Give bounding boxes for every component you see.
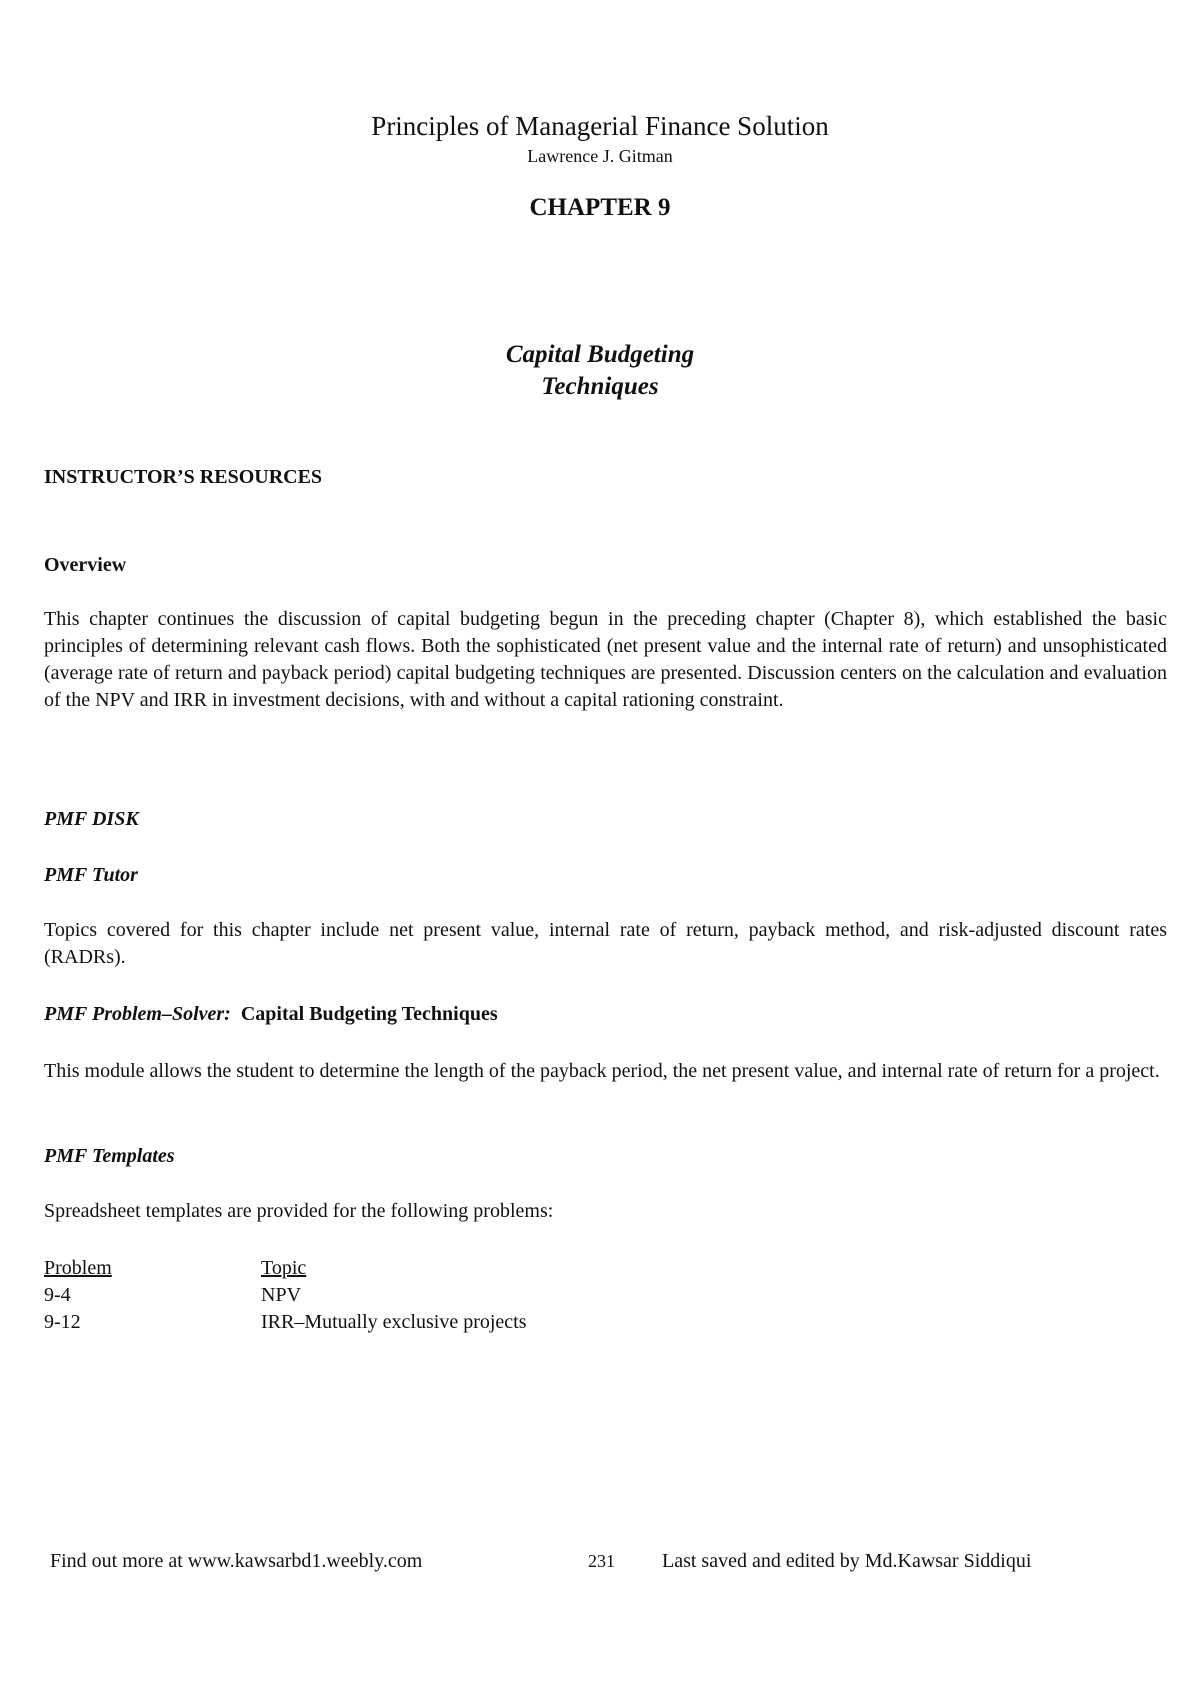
table-header-problem: Problem [44, 1257, 112, 1279]
footer-website-text: Find out more at www.kawsarbd1.weebly.com [50, 1550, 423, 1572]
problem-solver-heading [44, 1001, 1167, 1028]
overview-heading: Overview [44, 554, 127, 576]
footer-edited-by: Last saved and edited by Md.Kawsar Siddiqui [662, 1550, 1032, 1572]
chapter-heading: CHAPTER 9 [529, 194, 671, 221]
templates-paragraph: Spreadsheet templates are provided for the following problems: [44, 1200, 554, 1222]
instructors-resources-heading: INSTRUCTOR’S RESOURCES [44, 466, 323, 488]
pmf-tutor-heading: PMF Tutor [44, 864, 138, 886]
table-cell-problem: 9-4 [44, 1284, 71, 1306]
overview-paragraph: This chapter continues the discussion of capital budgeting begun in the preceding chapter (Chapter 8), which established the basic principles of determining relevant cash flows. Both the sophisticated (net present value and the internal rate of return) and unsophisticated (average rate of return and payback period) capital budgeting techniques are presented. Discussion centers on the calculation and evaluation of the NPV and IRR in investment decisions, with and without a capital rationing constraint. [44, 608, 1167, 711]
table-cell-problem: 9-12 [44, 1311, 81, 1333]
book-author: Lawrence J. Gitman [527, 146, 673, 166]
footer-page-number: 231 [588, 1551, 615, 1571]
chapter-title-line-2: Techniques [541, 373, 659, 400]
chapter-title-line-1: Capital Budgeting [505, 341, 695, 368]
tutor-paragraph: Topics covered for this chapter include net present value, internal rate of return, payback method, and risk-adjusted discount rates (RADRs). [44, 919, 1167, 968]
pmf-templates-heading: PMF Templates [44, 1145, 175, 1167]
table-cell-topic: NPV [261, 1284, 302, 1306]
problem-solver-label: PMF Problem–Solver: [44, 1003, 231, 1025]
table-header-topic: Topic [261, 1257, 307, 1279]
table-cell-topic: IRR–Mutually exclusive projects [261, 1311, 527, 1333]
pmf-disk-heading: PMF DISK [44, 808, 139, 830]
problem-solver-title: Capital Budgeting Techniques [240, 1003, 498, 1025]
problem-solver-paragraph: This module allows the student to determine the length of the payback period, the net present value, and internal rate of return for a project. [44, 1060, 1160, 1082]
book-title: Principles of Managerial Finance Solution [371, 111, 829, 141]
chapter-title [0, 339, 1200, 403]
